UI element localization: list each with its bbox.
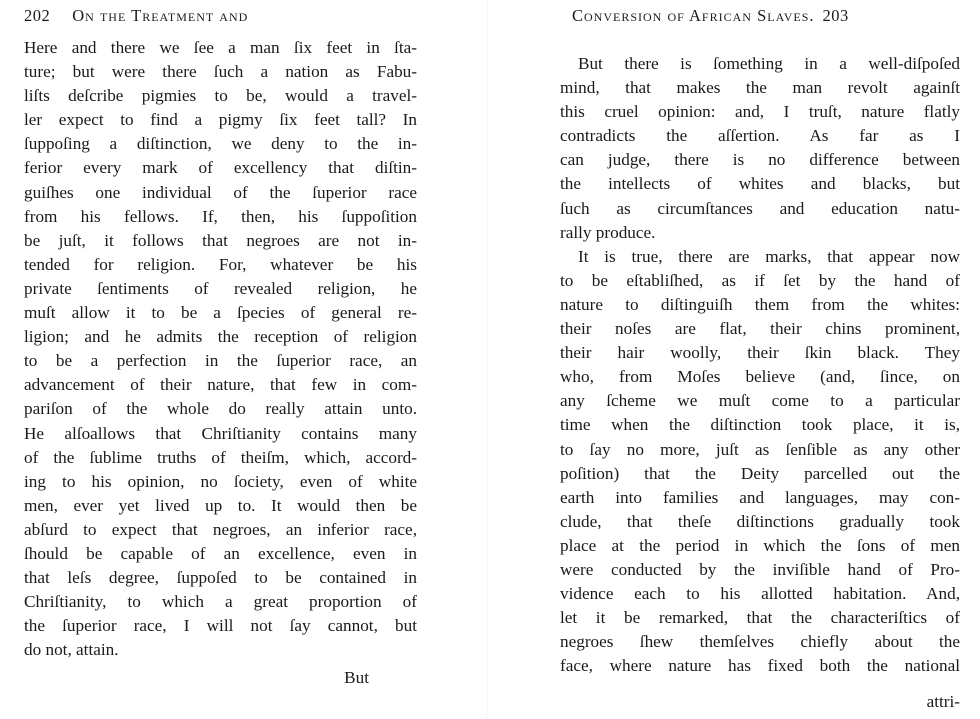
right-page-number: 203 bbox=[822, 6, 849, 25]
text-line: mind, that makes the man revolt againſt bbox=[560, 78, 960, 98]
text-line: poſition) that the Deity parcelled out the bbox=[560, 463, 960, 483]
text-line: abſurd to expect that negroes, an inferior race, bbox=[24, 519, 417, 539]
text-line: Chriſtianity, to which a great proportion of bbox=[24, 592, 417, 612]
right-running-title: Conversion of African Slaves. bbox=[572, 6, 815, 25]
left-running-head bbox=[24, 6, 248, 26]
text-line: be juſt, it follows that negroes are not in- bbox=[24, 230, 417, 250]
text-line: clude, that theſe diſtinctions gradually took bbox=[560, 511, 960, 531]
text-line: private ſentiments of revealed religion, he bbox=[24, 278, 417, 298]
book-gutter bbox=[487, 0, 489, 719]
text-line: ſuppoſing a diſtinction, we deny to the in- bbox=[24, 134, 417, 154]
text-line: pariſon of the whole do really attain unto. bbox=[24, 399, 417, 419]
text-line: contradicts the aſſertion. As far as I bbox=[560, 126, 960, 146]
text-line: advancement of their nature, that few in com- bbox=[24, 375, 417, 395]
left-page-number: 202 bbox=[24, 6, 51, 25]
text-line: ligion; and he admits the reception of religion bbox=[24, 327, 417, 347]
text-line: ſuch as circumſtances and education natu- bbox=[560, 198, 960, 218]
text-line: their noſes are flat, their chins prominent, bbox=[560, 319, 960, 339]
text-line: the intellects of whites and blacks, but bbox=[560, 174, 960, 194]
text-line: the ſuperior race, I will not ſay cannot, but bbox=[24, 616, 417, 636]
text-line: their hair woolly, their ſkin black. They bbox=[560, 343, 960, 363]
text-line: to be eſtabliſhed, as if ſet by the hand of bbox=[560, 270, 960, 290]
text-line: tended for religion. For, whatever be his bbox=[24, 254, 417, 274]
text-line: do not, attain. bbox=[24, 640, 119, 660]
text-line: let it be remarked, that the characteriſtics of bbox=[560, 608, 960, 628]
text-line: can judge, there is no difference between bbox=[560, 150, 960, 170]
text-line: face, where nature has fixed both the national bbox=[560, 656, 960, 676]
left-page-text bbox=[24, 36, 417, 662]
text-line: But there is ſomething in a well-diſpoſed bbox=[578, 54, 960, 73]
text-line: place at the period in which the ſons of men bbox=[560, 535, 960, 555]
left-running-title: On the Treatment and bbox=[72, 6, 249, 25]
text-line: any ſcheme we muſt come to a particular bbox=[560, 391, 960, 411]
text-line: ture; but were there ſuch a nation as Fabu- bbox=[24, 62, 417, 82]
left-catchword: But bbox=[344, 668, 369, 687]
text-line: earth into families and languages, may con- bbox=[560, 487, 960, 507]
text-line: nature to diſtinguiſh them from the whites: bbox=[560, 294, 960, 314]
text-line: of the ſublime truths of theiſm, which, accord- bbox=[24, 447, 417, 467]
right-page-text bbox=[560, 52, 960, 678]
text-line: Here and there we ſee a man ſix feet in ſta- bbox=[24, 38, 417, 57]
text-line: guiſhes one individual of the ſuperior race bbox=[24, 182, 417, 202]
text-line: ſhould be capable of an excellence, even in bbox=[24, 543, 417, 563]
text-line: from his fellows. If, then, his ſuppoſition bbox=[24, 206, 417, 226]
text-line: vidence each to his allotted habitation. And, bbox=[560, 584, 960, 604]
text-line: liſts deſcribe pigmies to be, would a travel- bbox=[24, 86, 417, 106]
text-line: rally produce. bbox=[560, 222, 656, 242]
text-line: to be a perfection in the ſuperior race, an bbox=[24, 351, 417, 371]
right-running-head bbox=[572, 6, 849, 26]
text-line: that leſs degree, ſuppoſed to be contained in bbox=[24, 568, 417, 588]
text-line: ler expect to find a pigmy ſix feet tall? In bbox=[24, 110, 417, 130]
text-line: who, from Moſes believe (and, ſince, on bbox=[560, 367, 960, 387]
text-line: ferior every mark of excellency that diſtin- bbox=[24, 158, 417, 178]
text-line: men, ever yet lived up to. It would then be bbox=[24, 495, 417, 515]
text-line: to ſay no more, juſt as ſenſible as any other bbox=[560, 439, 960, 459]
text-line: were conducted by the inviſible hand of Pro- bbox=[560, 559, 960, 579]
text-line: muſt allow it to be a ſpecies of general re- bbox=[24, 303, 417, 323]
text-line: He alſoallows that Chriſtianity contains many bbox=[24, 423, 417, 443]
text-line: time when the diſtinction took place, it is, bbox=[560, 415, 960, 435]
right-catchword: attri- bbox=[926, 692, 960, 711]
text-line: It is true, there are marks, that appear now bbox=[578, 246, 960, 266]
text-line: this cruel opinion: and, I truſt, nature flatly bbox=[560, 102, 960, 122]
text-line: ing to his opinion, no ſociety, even of white bbox=[24, 471, 417, 491]
text-line: negroes ſhew themſelves chiefly about the bbox=[560, 632, 960, 652]
